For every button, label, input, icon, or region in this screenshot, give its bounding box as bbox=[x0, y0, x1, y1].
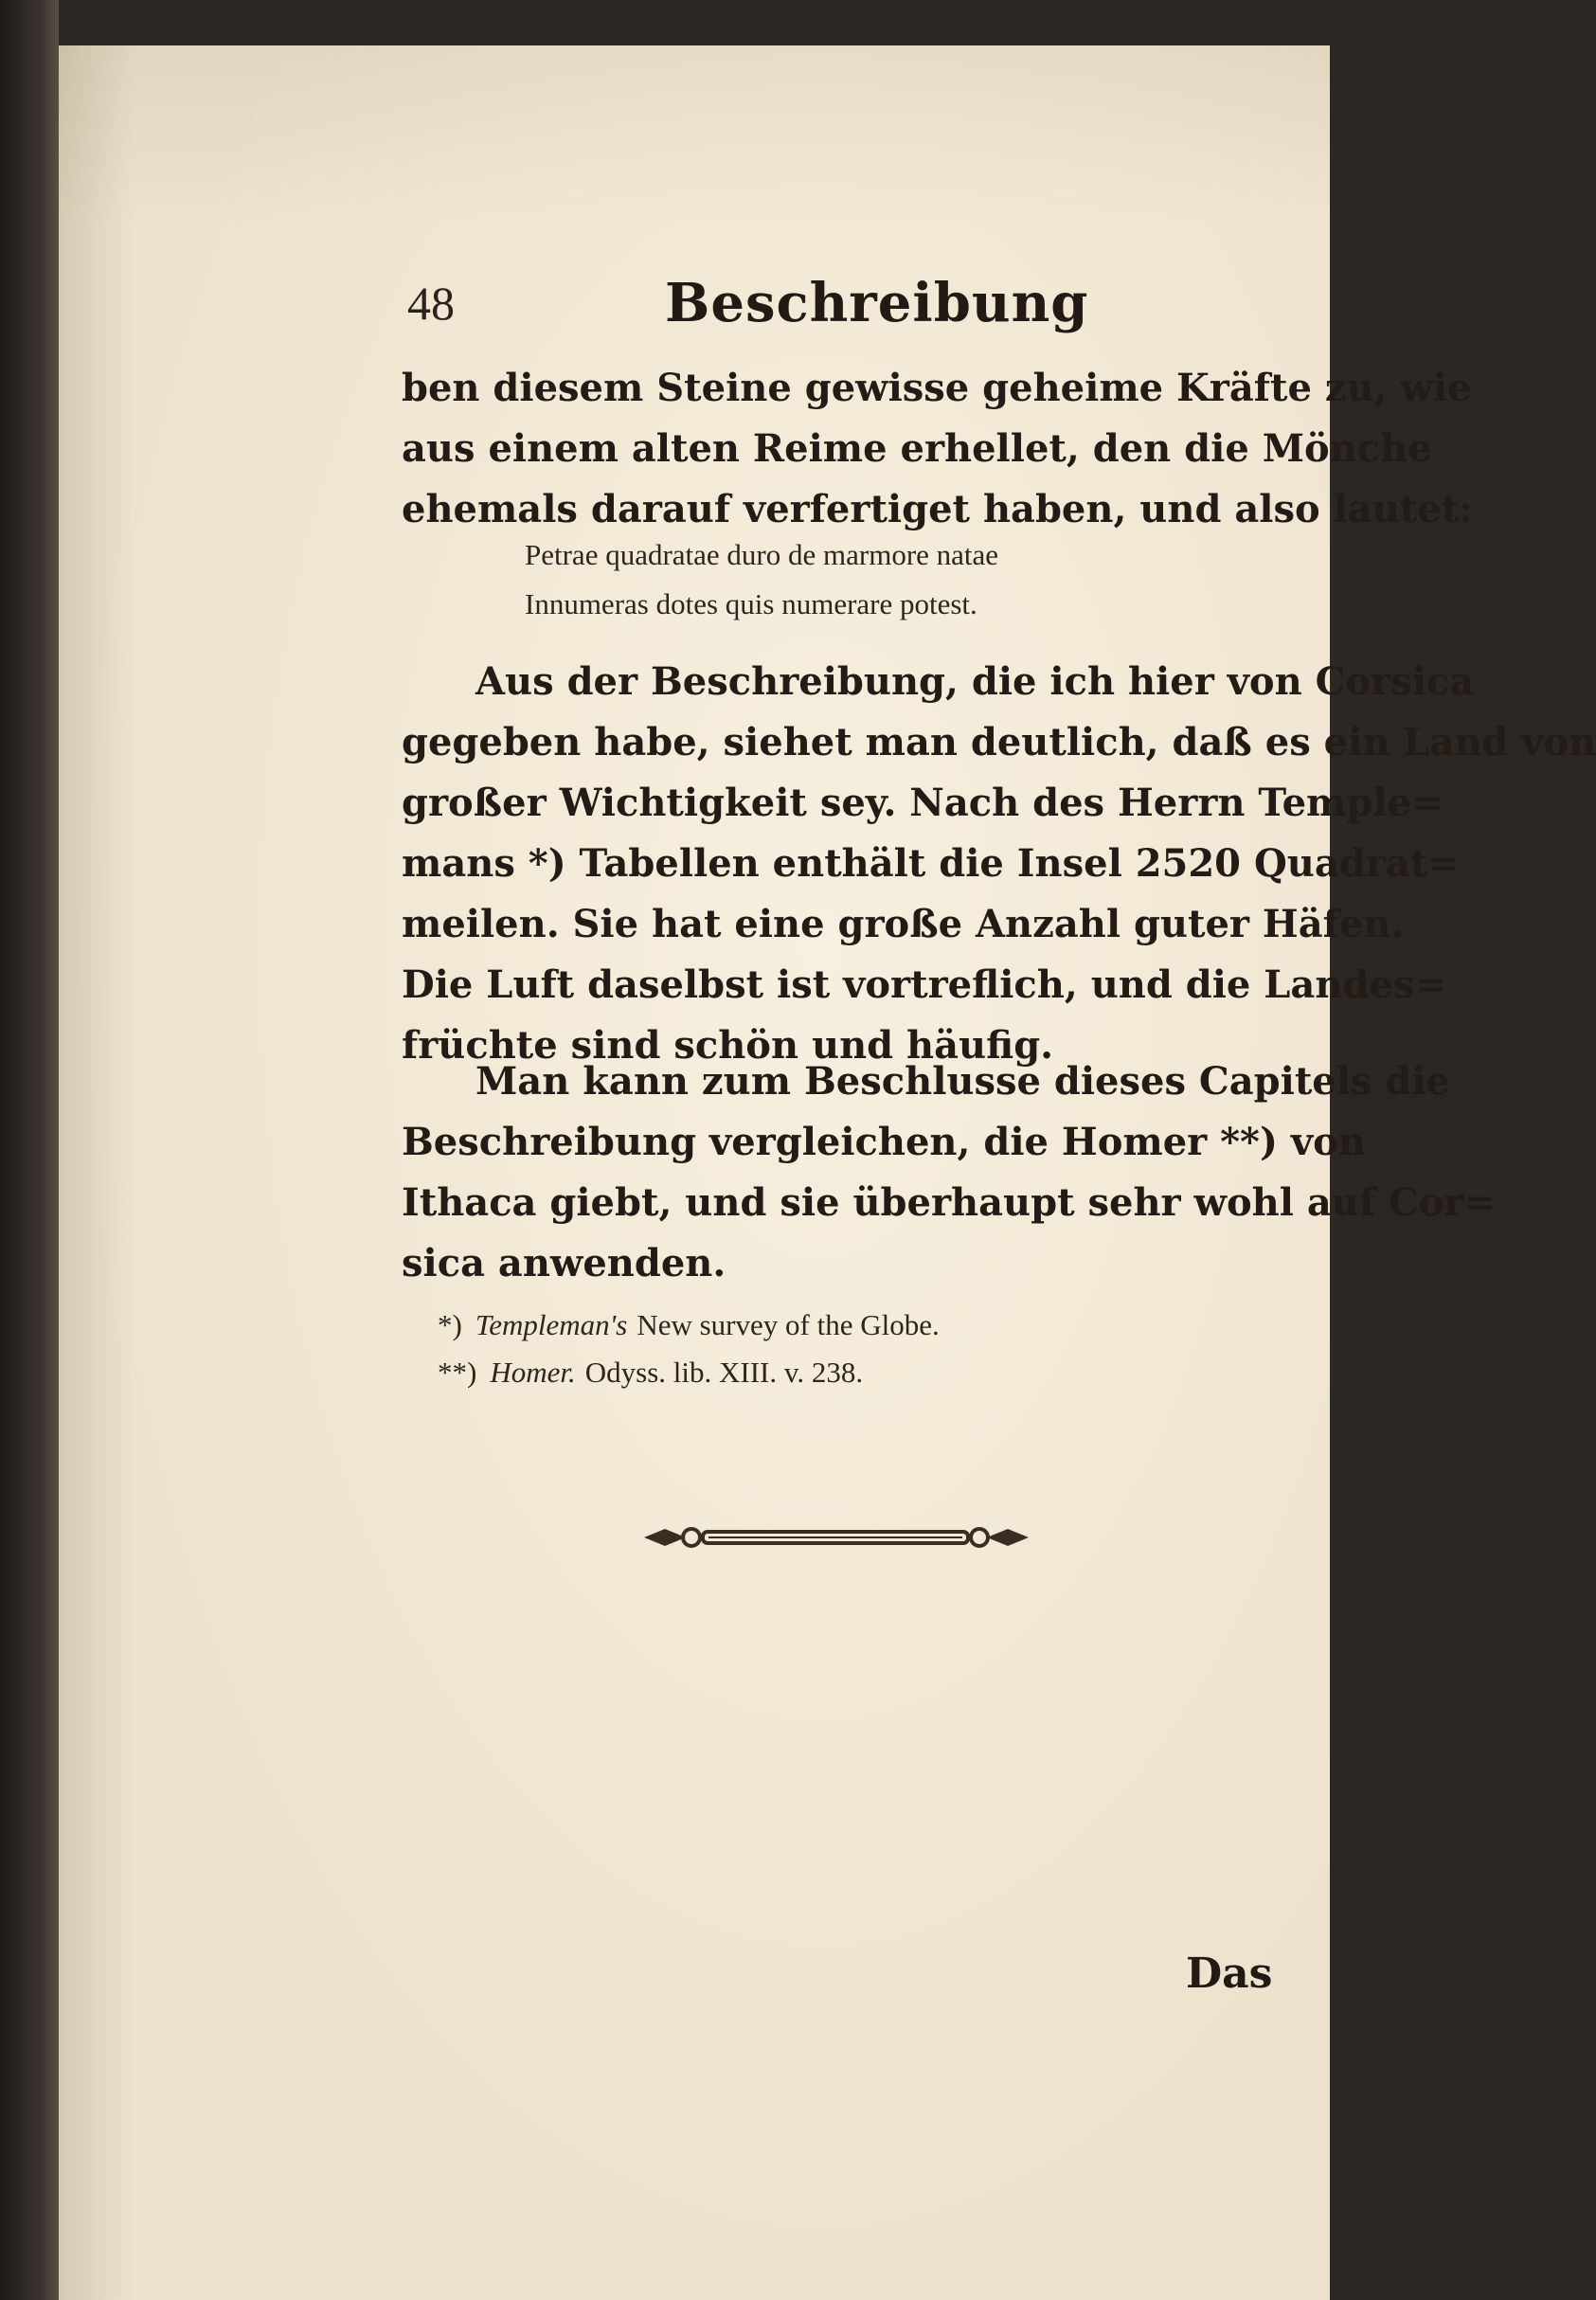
verse-line: Innumeras dotes quis numerare potest. bbox=[525, 587, 977, 620]
catchword: Das bbox=[1186, 1950, 1273, 1998]
footnote-text: Odyss. lib. XIII. v. 238. bbox=[584, 1356, 864, 1389]
paragraph-1 bbox=[402, 358, 1473, 540]
text-line: ehemals darauf verfertiget haben, und also lautet: bbox=[402, 487, 1473, 531]
latin-verse bbox=[525, 530, 998, 629]
text-line: meilen. Sie hat eine große Anzahl guter Häfen. bbox=[402, 902, 1405, 946]
text-line: ben diesem Steine gewisse geheime Kräfte zu, wie bbox=[402, 366, 1472, 410]
running-head: Beschreibung bbox=[665, 272, 1089, 334]
footnote-author: Homer. bbox=[490, 1356, 576, 1389]
text-line: großer Wichtigkeit sey. Nach des Herrn Temple= bbox=[402, 781, 1444, 825]
paragraph-3 bbox=[402, 1051, 1497, 1294]
footnote-mark: *) bbox=[438, 1308, 462, 1341]
footnote bbox=[438, 1349, 940, 1396]
footnote-text: New survey of the Globe. bbox=[637, 1308, 940, 1341]
verse-line: Petrae quadratae duro de marmore natae bbox=[525, 538, 999, 571]
book-page bbox=[59, 45, 1596, 2300]
text-line: sica anwenden. bbox=[402, 1241, 726, 1285]
text-line: Ithaca giebt, und sie überhaupt sehr wohl auf Cor= bbox=[402, 1180, 1497, 1225]
text-line: aus einem alten Reime erhellet, den die Mönche bbox=[402, 426, 1432, 471]
footnote bbox=[438, 1302, 940, 1349]
text-line: früchte sind schön und häufig. bbox=[402, 1023, 1054, 1068]
footnote-author: Templeman's bbox=[475, 1308, 628, 1341]
text-line: Beschreibung vergleichen, die Homer **) von bbox=[402, 1120, 1366, 1164]
footnote-mark: **) bbox=[438, 1356, 477, 1389]
page-number: 48 bbox=[407, 277, 455, 330]
scanner-background bbox=[0, 0, 59, 2300]
text-line: gegeben habe, siehet man deutlich, daß es ein Land von bbox=[402, 720, 1596, 764]
text-line: Man kann zum Beschlusse dieses Capitels die bbox=[475, 1059, 1451, 1104]
page-header bbox=[343, 259, 1089, 344]
paragraph-2 bbox=[402, 652, 1596, 1076]
scroll-ornament-icon bbox=[637, 1514, 1034, 1561]
footnotes bbox=[438, 1302, 940, 1396]
text-line: Die Luft daselbst ist vortreflich, und die Landes= bbox=[402, 962, 1446, 1007]
text-line: mans *) Tabellen enthält die Insel 2520 Quadrat= bbox=[402, 841, 1460, 886]
text-line: Aus der Beschreibung, die ich hier von Corsica bbox=[475, 659, 1475, 704]
